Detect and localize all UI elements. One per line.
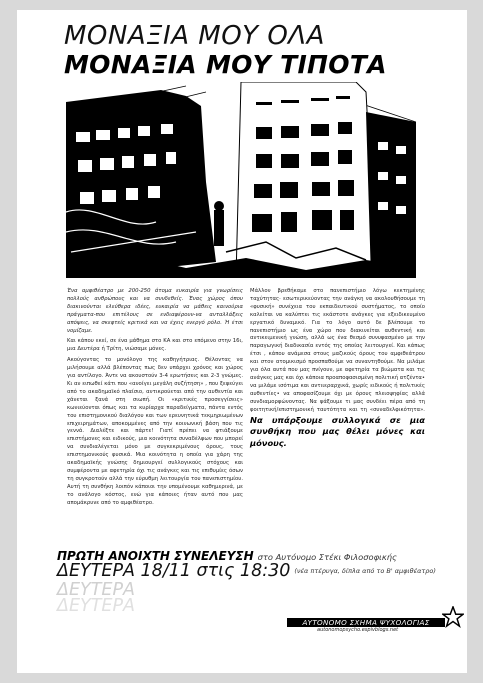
- event-title: ΠΡΩΤΗ ΑΝΟΙΧΤΗ ΣΥΝΕΛΕΥΣΗ: [57, 549, 254, 563]
- poster: [17, 10, 467, 673]
- paragraph: Ακούγοντας το μονόλογο της καθηγήτριας. Θέλοντας να μιλήσουμε αλλά βλέποντας πως δεν υπάρχει χρόνος και χώρος για αντίλογο. Άντε να ακουστούν 3-4 ερωτήσεις και 2-3 γνώμες. Κι αν ειπωθεί κάτι που «ανοίγει μεγάλη συζήτηση» , που ξεφεύγει από το ακαδημαϊκό πλαίσιο, αντικρούεται από την αυθεντία και χάνεται ξανά στη σιωπή. Οι «κριτικές προσεγγίσεις» κωνιεύονται όπως και τα κυρίαρχα παραδείγματα, πάντα εντός του επιστημονικού διαλόγου και των ερευνητικά τεκμηριωμένων επιχειρημάτων, αποκομμένες από την κοινωνική βάση που τις γεννά. Διαλέξτε και πάρτε! Γιατί πρέπει να φτιάξουμε επιστήμονες και ειδικούς, μια κοινότητα συναδέλφων που μπορεί να συνδιαλέγεται μόνο με συγκεκριμένους όρους, τους επιστημονικούς φυσικά. Μια κοινότητα η οποία για χάρη της ακαδημαϊκής γνώσης δημιουργεί συλλογικούς στόχους και συμφέροντα με αφετηρία όχι τις ανάγκες και τις επιθυμίες όσων τη συγκροτούν αλλά την εύρυθμη λειτουργία του πανεπιστημίου. Αυτή τη συνθήκη λοιπόν κάποιοι την υπομένουμε καθημερινά, με το ανάλογο κόστος, ενώ για κάποιες ήταν αυτό που μας απομάκρυνε από το αμφιθέατρο.: [67, 357, 243, 506]
- left-text-column: [67, 288, 243, 510]
- ghost-day-text: ΔΕΥΤΕΡΑ: [57, 580, 135, 600]
- event-datetime: ΔΕΥΤΕΡΑ 18/11 στις 18:30: [57, 561, 291, 581]
- title-line-1: ΜΟΝΑΞΙΑ ΜΟΥ ΟΛΑ: [64, 21, 325, 51]
- paragraph: Και κάπου εκεί, σε ένα μάθημα στο ΚΑ και στο επόμενο στην 16ι, μια Δευτέρα ή Τρίτη, νιώσαμε μόνες.: [67, 338, 243, 353]
- title-line-2: ΜΟΝΑΞΙΑ ΜΟΥ ΤΙΠΟΤΑ: [64, 50, 387, 79]
- right-text-column: [250, 288, 425, 450]
- group-name-bar: ΑΥΤΟΝΟΜΟ ΣΧΗΜΑ ΨΥΧΟΛΟΓΙΑΣ: [287, 618, 445, 627]
- ruined-building-illustration: [66, 82, 416, 278]
- group-website: autonomopsycho.espivblogs.net: [317, 627, 399, 633]
- event-datetime-row: [57, 563, 436, 581]
- paragraph: Ένα αμφιθέατρο με 200-250 άτομα ευκαιρία για γνωρίσεις πολλούς ανθρώπους και να συνδεθείς. Ένας χώρος όπου διακινούνται ελεύθερα ιδέες, ευκαιρία να μάθεις καινούρια πράγματα-που επιτέλους σε ενδιαφέρουν-να ανταλλάξεις απόψεις, να σκεφτείς κριτικά και να έχεις ενεργό ρόλο. Ή έτσι νομίζαμε.: [67, 288, 243, 334]
- paragraph: Μάλλον βρεθήκαμε στο πανεπιστήμιο λόγω κεκτημένης ταχύτητας· εσωτερικεύοντας την ανάγκη να ακολουθήσουμε τη «φυσική» συνέχεια του εκπαιδευτικού συστήματος, το οποίο καλείται να καλύπτει τις εκάστοτε ανάγκες για εξειδικευμένο εργατικό δυναμικό. Για το λόγο αυτό δε βλέπουμε το πανεπιστήμιο ως ένα χώρο που διακινείται αυθεντική και αντικειμενική γνώση, αλλά ως ένα θεσμό συνυφασμένο με την παραγωγική διαδικασία εντός της οποίας λειτουργεί. Και κάπως έτσι , κάπου ανάμεσα στους μαζικούς όρους του αμφιθεάτρου και στον ατομικισμό προσπαθούμε να συναντηθούμε. Να μιλάμε για όλα αυτά που μας πνίγουν, με αφετηρία τα βιώματα και τις ανάγκες μας και όχι κάποια προαποφασισμένη πολιτική ατζέντα• να μιλάμε ισότιμα και αντιιεραρχικά, χωρίς ειδικούς ή πολιτικές αυθεντίες• να αποφασίζουμε όχι με όρους πλειοψηφίας αλλά συνδιαμορφώνοντας. Να ψάξουμε τι μας συνδέει πέρα από τη φοιτητική/επιστημονική ταυτότητα και τη «συναδελφικότητα».: [250, 288, 425, 413]
- highlighted-quote: Να υπάρξουμε συλλογικά σε μια συνθήκη που μας θέλει μόνες και μόνους.: [250, 414, 425, 449]
- ghost-day-text: ΔΕΥΤΕΡΑ: [57, 596, 135, 616]
- star-icon: [442, 606, 464, 628]
- event-location: στο Αυτόνομο Στέκι Φιλοσοφικής: [257, 552, 397, 562]
- event-venue-note: (νέα πτέρυγα, δίπλα από το Β' αμφιθέατρο): [294, 567, 436, 575]
